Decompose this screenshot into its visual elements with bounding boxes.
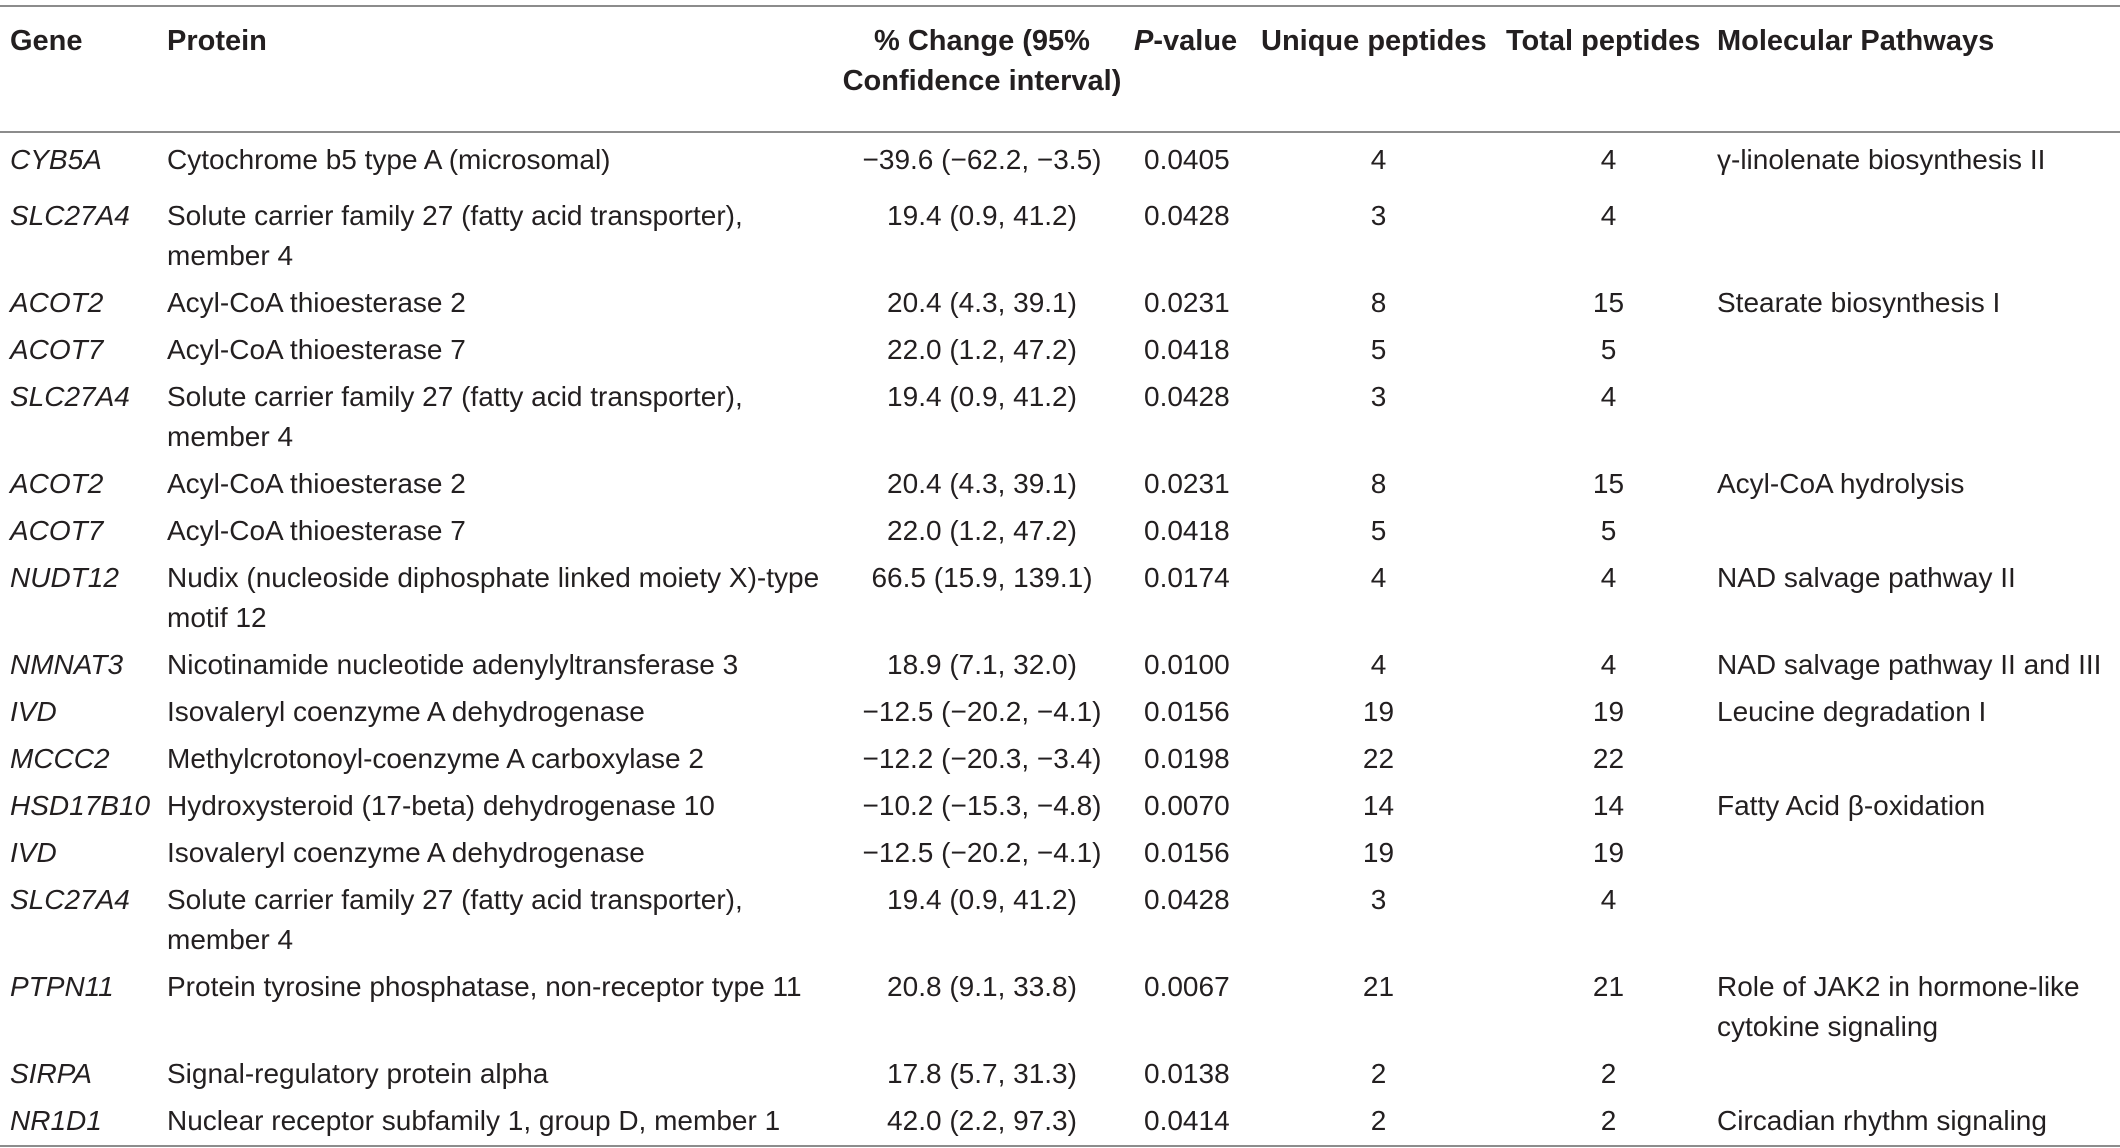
p-value-cell: 0.0156 bbox=[1144, 837, 1230, 868]
p-value-cell: 0.0428 bbox=[1144, 200, 1230, 231]
p-value-cell: 0.0418 bbox=[1144, 334, 1230, 365]
percent-change-cell: −12.5 (−20.2, −4.1) bbox=[862, 696, 1102, 727]
unique-peptides-cell: 3 bbox=[1370, 200, 1387, 231]
percent-change-cell: 20.4 (4.3, 39.1) bbox=[887, 468, 1077, 499]
protein-cell: Cytochrome b5 type A (microsomal) bbox=[167, 144, 611, 175]
unique-peptides-cell: 21 bbox=[1362, 971, 1395, 1002]
protein-cell: Isovaleryl coenzyme A dehydrogenase bbox=[167, 837, 645, 868]
table-row bbox=[0, 196, 2120, 283]
total-peptides-cell: 19 bbox=[1592, 837, 1625, 868]
molecular-pathway-cell bbox=[1717, 196, 2120, 283]
protein-cell: Nicotinamide nucleotide adenylyltransferase 3 bbox=[167, 649, 739, 680]
molecular-pathway-cell bbox=[1717, 1054, 2120, 1101]
p-value-cell: 0.0100 bbox=[1144, 649, 1230, 680]
gene-cell: IVD bbox=[10, 696, 57, 727]
p-value-cell: 0.0231 bbox=[1144, 287, 1230, 318]
protein-cell: Solute carrier family 27 (fatty acid transporter), member 4 bbox=[167, 200, 743, 271]
header-change bbox=[832, 7, 1132, 131]
unique-peptides-cell: 2 bbox=[1370, 1105, 1387, 1136]
total-peptides-cell: 2 bbox=[1600, 1058, 1617, 1089]
header-total-peptides: Total peptides bbox=[1506, 25, 1701, 57]
total-peptides-cell: 4 bbox=[1600, 200, 1617, 231]
total-peptides-cell: 2 bbox=[1600, 1105, 1617, 1136]
unique-peptides-cell: 22 bbox=[1362, 743, 1395, 774]
gene-cell: ACOT2 bbox=[10, 468, 104, 499]
percent-change-cell: 18.9 (7.1, 32.0) bbox=[887, 649, 1077, 680]
molecular-pathway-cell: Circadian rhythm signaling bbox=[1717, 1105, 2047, 1136]
table-row bbox=[0, 377, 2120, 464]
molecular-pathway-cell bbox=[1717, 880, 2120, 967]
molecular-pathway-cell: Leucine degradation I bbox=[1717, 696, 1987, 727]
table-row bbox=[0, 558, 2120, 645]
table-row bbox=[0, 131, 2120, 196]
gene-cell: SLC27A4 bbox=[10, 884, 130, 915]
percent-change-cell: 66.5 (15.9, 139.1) bbox=[871, 562, 1093, 593]
p-value-cell: 0.0414 bbox=[1144, 1105, 1230, 1136]
protein-cell: Nudix (nucleoside diphosphate linked moiety X)-type motif 12 bbox=[167, 562, 820, 633]
protein-cell: Acyl-CoA thioesterase 2 bbox=[167, 287, 466, 318]
unique-peptides-cell: 8 bbox=[1370, 287, 1387, 318]
unique-peptides-cell: 14 bbox=[1362, 790, 1395, 821]
protein-cell: Methylcrotonoyl-coenzyme A carboxylase 2 bbox=[167, 743, 704, 774]
molecular-pathway-cell bbox=[1717, 330, 2120, 377]
total-peptides-cell: 19 bbox=[1592, 696, 1625, 727]
percent-change-cell: 19.4 (0.9, 41.2) bbox=[887, 884, 1077, 915]
protein-cell: Acyl-CoA thioesterase 7 bbox=[167, 515, 466, 546]
p-value-cell: 0.0231 bbox=[1144, 468, 1230, 499]
gene-cell: HSD17B10 bbox=[10, 790, 151, 821]
percent-change-cell: 20.4 (4.3, 39.1) bbox=[887, 287, 1077, 318]
total-peptides-cell: 4 bbox=[1600, 884, 1617, 915]
gene-cell: IVD bbox=[10, 837, 57, 868]
table-row bbox=[0, 464, 2120, 511]
protein-cell: Protein tyrosine phosphatase, non-receptor type 11 bbox=[167, 971, 802, 1002]
unique-peptides-cell: 5 bbox=[1370, 334, 1387, 365]
header-change-line2: Confidence interval) bbox=[842, 65, 1122, 97]
p-value-cell: 0.0138 bbox=[1144, 1058, 1230, 1089]
unique-peptides-cell: 8 bbox=[1370, 468, 1387, 499]
unique-peptides-cell: 3 bbox=[1370, 381, 1387, 412]
gene-cell: PTPN11 bbox=[10, 971, 114, 1002]
p-value-cell: 0.0198 bbox=[1144, 743, 1230, 774]
table-row bbox=[0, 511, 2120, 558]
protein-cell: Hydroxysteroid (17-beta) dehydrogenase 10 bbox=[167, 790, 715, 821]
table-header bbox=[0, 7, 2120, 131]
protein-cell: Solute carrier family 27 (fatty acid transporter), member 4 bbox=[167, 884, 743, 955]
unique-peptides-cell: 19 bbox=[1362, 837, 1395, 868]
header-molecular-pathways: Molecular Pathways bbox=[1717, 25, 1995, 57]
p-value-cell: 0.0418 bbox=[1144, 515, 1230, 546]
table-row bbox=[0, 833, 2120, 880]
unique-peptides-cell: 4 bbox=[1370, 562, 1387, 593]
unique-peptides-cell: 4 bbox=[1370, 144, 1387, 175]
protein-cell: Acyl-CoA thioesterase 2 bbox=[167, 468, 466, 499]
table-row bbox=[0, 692, 2120, 739]
molecular-pathway-cell: Role of JAK2 in hormone-like cytokine signaling bbox=[1717, 971, 2080, 1042]
total-peptides-cell: 22 bbox=[1592, 743, 1625, 774]
unique-peptides-cell: 4 bbox=[1370, 649, 1387, 680]
gene-cell: CYB5A bbox=[10, 144, 102, 175]
p-value-cell: 0.0428 bbox=[1144, 381, 1230, 412]
gene-cell: ACOT2 bbox=[10, 287, 104, 318]
table-row bbox=[0, 967, 2120, 1054]
header-p-italic: P bbox=[1134, 25, 1154, 57]
molecular-pathway-cell bbox=[1717, 377, 2120, 464]
molecular-pathway-cell bbox=[1717, 511, 2120, 558]
table-row bbox=[0, 1101, 2120, 1148]
percent-change-cell: 22.0 (1.2, 47.2) bbox=[887, 515, 1077, 546]
molecular-pathway-cell: Fatty Acid β-oxidation bbox=[1717, 790, 1986, 821]
gene-cell: NUDT12 bbox=[10, 562, 119, 593]
molecular-pathway-cell bbox=[1717, 739, 2120, 786]
protein-cell: Acyl-CoA thioesterase 7 bbox=[167, 334, 466, 365]
molecular-pathway-cell: Stearate biosynthesis I bbox=[1717, 287, 2001, 318]
percent-change-cell: 19.4 (0.9, 41.2) bbox=[887, 200, 1077, 231]
p-value-cell: 0.0070 bbox=[1144, 790, 1230, 821]
p-value-cell: 0.0405 bbox=[1144, 144, 1230, 175]
unique-peptides-cell: 3 bbox=[1370, 884, 1387, 915]
total-peptides-cell: 15 bbox=[1592, 287, 1625, 318]
gene-cell: MCCC2 bbox=[10, 743, 110, 774]
gene-cell: ACOT7 bbox=[10, 515, 104, 546]
unique-peptides-cell: 5 bbox=[1370, 515, 1387, 546]
gene-cell: NMNAT3 bbox=[10, 649, 124, 680]
unique-peptides-cell: 2 bbox=[1370, 1058, 1387, 1089]
p-value-cell: 0.0174 bbox=[1144, 562, 1230, 593]
table-row bbox=[0, 645, 2120, 692]
percent-change-cell: −39.6 (−62.2, −3.5) bbox=[862, 144, 1102, 175]
total-peptides-cell: 4 bbox=[1600, 144, 1617, 175]
percent-change-cell: −10.2 (−15.3, −4.8) bbox=[862, 790, 1102, 821]
header-protein: Protein bbox=[167, 25, 267, 57]
p-value-cell: 0.0156 bbox=[1144, 696, 1230, 727]
total-peptides-cell: 5 bbox=[1600, 334, 1617, 365]
molecular-pathway-cell: NAD salvage pathway II and III bbox=[1717, 649, 2102, 680]
table-row bbox=[0, 330, 2120, 377]
total-peptides-cell: 4 bbox=[1600, 562, 1617, 593]
header-change-line1: % Change (95% bbox=[874, 25, 1090, 57]
gene-cell: NR1D1 bbox=[10, 1105, 102, 1136]
total-peptides-cell: 14 bbox=[1592, 790, 1625, 821]
protein-cell: Nuclear receptor subfamily 1, group D, member 1 bbox=[167, 1105, 781, 1136]
percent-change-cell: 17.8 (5.7, 31.3) bbox=[887, 1058, 1077, 1089]
p-value-cell: 0.0067 bbox=[1144, 971, 1230, 1002]
total-peptides-cell: 4 bbox=[1600, 649, 1617, 680]
molecular-pathway-cell bbox=[1717, 833, 2120, 880]
table-row bbox=[0, 283, 2120, 330]
header-p-value bbox=[1132, 7, 1257, 131]
percent-change-cell: −12.2 (−20.3, −3.4) bbox=[862, 743, 1102, 774]
protein-cell: Signal-regulatory protein alpha bbox=[167, 1058, 549, 1089]
header-unique-peptides: Unique peptides bbox=[1261, 25, 1487, 57]
total-peptides-cell: 5 bbox=[1600, 515, 1617, 546]
protein-cell: Solute carrier family 27 (fatty acid transporter), member 4 bbox=[167, 381, 743, 452]
percent-change-cell: 42.0 (2.2, 97.3) bbox=[887, 1105, 1077, 1136]
p-value-cell: 0.0428 bbox=[1144, 884, 1230, 915]
molecular-pathway-cell: Acyl-CoA hydrolysis bbox=[1717, 468, 1965, 499]
total-peptides-cell: 4 bbox=[1600, 381, 1617, 412]
molecular-pathway-cell: γ-linolenate biosynthesis II bbox=[1717, 144, 2046, 175]
total-peptides-cell: 21 bbox=[1592, 971, 1625, 1002]
percent-change-cell: 22.0 (1.2, 47.2) bbox=[887, 334, 1077, 365]
table-row bbox=[0, 1054, 2120, 1101]
percent-change-cell: 19.4 (0.9, 41.2) bbox=[887, 381, 1077, 412]
protein-cell: Isovaleryl coenzyme A dehydrogenase bbox=[167, 696, 645, 727]
data-table bbox=[0, 7, 2120, 1148]
percent-change-cell: 20.8 (9.1, 33.8) bbox=[887, 971, 1077, 1002]
table-row bbox=[0, 880, 2120, 967]
percent-change-cell: −12.5 (−20.2, −4.1) bbox=[862, 837, 1102, 868]
table-row bbox=[0, 739, 2120, 786]
molecular-pathway-cell: NAD salvage pathway II bbox=[1717, 562, 2016, 593]
table-row bbox=[0, 786, 2120, 833]
table-body bbox=[0, 131, 2120, 1148]
gene-cell: ACOT7 bbox=[10, 334, 104, 365]
gene-cell: SLC27A4 bbox=[10, 200, 130, 231]
total-peptides-cell: 15 bbox=[1592, 468, 1625, 499]
header-p-rest: -value bbox=[1153, 25, 1238, 57]
unique-peptides-cell: 19 bbox=[1362, 696, 1395, 727]
gene-cell: SIRPA bbox=[10, 1058, 92, 1089]
header-gene: Gene bbox=[10, 25, 83, 57]
gene-cell: SLC27A4 bbox=[10, 381, 130, 412]
